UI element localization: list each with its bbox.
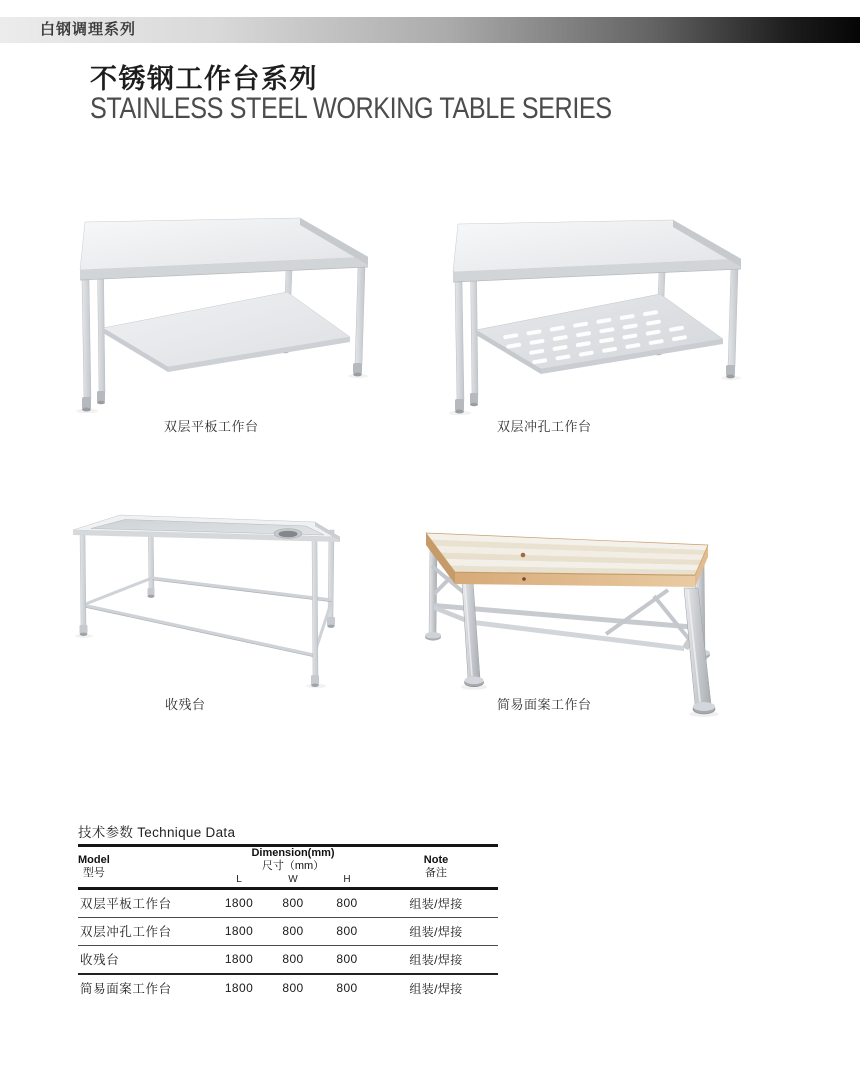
- spec-table-header: [78, 846, 498, 889]
- header-model: [78, 846, 212, 889]
- cell-h: 800: [336, 896, 358, 911]
- cell-w: 800: [282, 896, 304, 911]
- page-title-english: STAINLESS STEEL WORKING TABLE SERIES: [90, 92, 612, 125]
- table-row: [78, 918, 498, 946]
- table-row: [78, 946, 498, 975]
- cell-w: 800: [282, 924, 304, 939]
- spec-table-container: [78, 844, 498, 1002]
- product-photo-waste-collection-table: [65, 502, 345, 689]
- cell-note: 组装/焊接: [409, 896, 463, 911]
- product-caption-pastry-table: 简易面案工作台: [497, 697, 592, 712]
- header-sub-l: L: [236, 874, 242, 886]
- product-photo-double-flat-table: [70, 213, 375, 413]
- series-banner: [0, 17, 860, 43]
- header-note-cn: 备注: [425, 867, 448, 880]
- header-sub-w: W: [288, 874, 298, 886]
- tech-data-heading: 技术参数 Technique Data: [78, 825, 236, 840]
- product-caption-double-perforated-table: 双层冲孔工作台: [497, 419, 592, 434]
- header-note: [374, 846, 498, 889]
- cell-l: 1800: [224, 924, 254, 939]
- cell-model: 收残台: [80, 953, 120, 968]
- header-note-en: Note: [423, 854, 449, 866]
- cell-l: 1800: [224, 981, 254, 996]
- cell-w: 800: [282, 981, 304, 996]
- cell-l: 1800: [224, 896, 254, 911]
- header-dimension: [212, 846, 374, 874]
- table-row: [78, 889, 498, 918]
- cell-note: 组装/焊接: [409, 924, 463, 939]
- flat-table-illustration: [70, 213, 375, 413]
- header-model-cn: 型号: [82, 866, 105, 879]
- product-caption-double-flat-table: 双层平板工作台: [164, 419, 259, 434]
- product-caption-waste-collection-table: 收残台: [165, 697, 206, 712]
- header-dimension-en: Dimension(mm): [251, 847, 335, 859]
- header-model-en: Model: [78, 853, 110, 866]
- product-photo-pastry-table: [418, 508, 728, 720]
- perforated-table-illustration: [443, 215, 748, 415]
- cell-h: 800: [336, 924, 358, 939]
- header-dimension-cn: 尺寸（mm）: [261, 860, 325, 873]
- cell-l: 1800: [224, 952, 254, 967]
- table-row: [78, 974, 498, 1002]
- product-photo-double-perforated-table: [443, 215, 748, 415]
- cell-w: 800: [282, 952, 304, 967]
- cell-h: 800: [336, 981, 358, 996]
- cell-model: 双层冲孔工作台: [80, 925, 172, 940]
- header-sub-h: H: [343, 874, 351, 886]
- pastry-table-illustration: [418, 508, 728, 720]
- cell-note: 组装/焊接: [409, 981, 463, 996]
- series-banner-label: 白钢调理系列: [40, 21, 137, 38]
- waste-table-illustration: [65, 502, 345, 689]
- cell-note: 组装/焊接: [409, 952, 463, 967]
- cell-model: 简易面案工作台: [80, 982, 172, 997]
- cell-h: 800: [336, 952, 358, 967]
- spec-table: [78, 844, 498, 1002]
- page-title-chinese: 不锈钢工作台系列: [90, 64, 318, 94]
- cell-model: 双层平板工作台: [80, 897, 172, 912]
